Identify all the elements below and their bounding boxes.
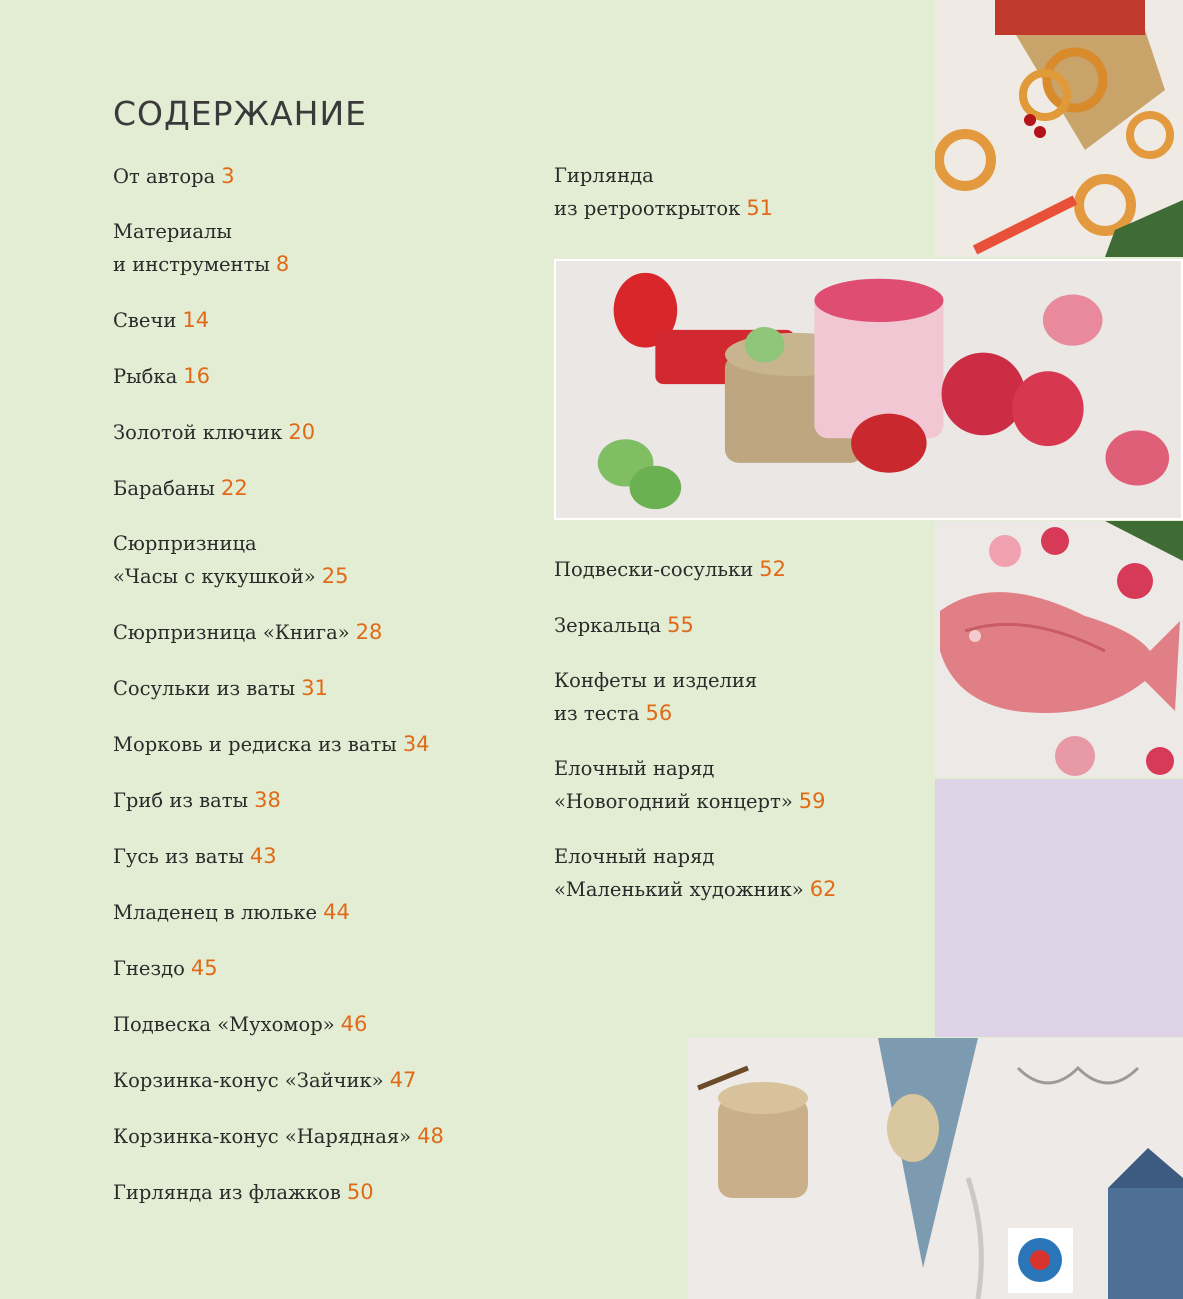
toc-entry [113,896,533,929]
toc-page-number: 31 [301,676,328,700]
toc-entry-title: «Маленький художник» 62 [554,877,837,901]
toc-entry-title: Подвеска «Мухомор» 46 [113,1012,368,1036]
toc-entry-title: Материалы [113,220,232,243]
toc-page-number: 46 [340,1012,368,1036]
drum-cone-ornaments-photo [688,1038,1183,1299]
toc-entry-title: Гнездо 45 [113,956,218,980]
toc-page-number: 50 [346,1180,374,1204]
toc-entry [113,160,533,193]
toc-page-number: 22 [220,476,248,500]
toc-entry-title: «Новогодний концерт» 59 [554,789,826,813]
toc-entry-title: Рыбка 16 [113,364,210,388]
pretzel-cone-photo [935,0,1183,257]
toc-page-number: 34 [402,732,430,756]
toc-page-number: 45 [190,956,218,980]
toc-entry [113,472,533,505]
toc-page-number: 52 [759,557,786,581]
toc-left-column [113,160,533,1232]
toc-entry [113,728,533,761]
drums-candies-photo [554,259,1183,520]
toc-entry [554,160,934,225]
toc-entry [554,609,934,642]
toc-entry-title: Елочный наряд [554,757,715,780]
toc-entry-title: От автора 3 [113,164,235,188]
toc-entry-title: Конфеты и изделия [554,669,758,692]
toc-entry-title: Зеркальца 55 [554,613,694,637]
toc-page-number: 59 [798,789,826,813]
toc-page-number: 56 [645,701,673,725]
toc-right-column-top [554,160,934,248]
toc-entry [554,553,934,586]
toc-page-number: 55 [667,613,694,637]
toc-entry-title: Гриб из ваты 38 [113,788,281,812]
toc-entry-title: Подвески-сосульки 52 [554,557,786,581]
toc-page-number: 47 [389,1068,417,1092]
toc-entry [113,672,533,705]
toc-entry-title: Сюрпризница «Книга» 28 [113,620,383,644]
lilac-color-block [935,779,1183,1037]
toc-entry [113,528,533,593]
toc-page-number: 48 [417,1124,444,1148]
toc-entry-title: Золотой ключик 20 [113,420,316,444]
toc-entry-title: Гирлянда из флажков 50 [113,1180,374,1204]
toc-entry [113,1008,533,1041]
toc-entry-title: Гирлянда [554,164,654,187]
toc-entry [113,952,533,985]
toc-page-number: 3 [221,164,235,188]
toc-entry [554,753,934,818]
toc-entry [113,416,533,449]
toc-entry [113,1176,533,1209]
toc-entry-title: Корзинка-конус «Нарядная» 48 [113,1124,444,1148]
toc-entry [113,304,533,337]
toc-entry [113,616,533,649]
toc-entry-title: Младенец в люльке 44 [113,900,350,924]
toc-entry [113,840,533,873]
toc-entry-title: Сюрпризница [113,532,257,555]
toc-entry-title: Елочный наряд [554,845,715,868]
toc-entry-title: из теста 56 [554,701,673,725]
toc-entry [113,216,533,281]
toc-page-number: 25 [321,564,349,588]
toc-page-number: 28 [355,620,383,644]
toc-page-number: 44 [323,900,350,924]
toc-entry [554,665,934,730]
toc-right-column-bottom [554,553,934,929]
toc-page-number: 62 [809,877,837,901]
toc-entry-title: и инструменты 8 [113,252,290,276]
toc-page-number: 8 [275,252,290,276]
toc-entry-title: Сосульки из ваты 31 [113,676,328,700]
toc-entry-title: «Часы с кукушкой» 25 [113,564,349,588]
toc-page-number: 20 [288,420,316,444]
toc-entry [113,784,533,817]
toc-entry [113,360,533,393]
page-title: СОДЕРЖАНИЕ [113,94,368,133]
toc-page-number: 14 [182,308,210,332]
toc-entry-title: Барабаны 22 [113,476,248,500]
toc-entry [113,1064,533,1097]
toc-page-number: 51 [746,196,774,220]
toc-entry-title: Свечи 14 [113,308,210,332]
toc-page-number: 43 [249,844,277,868]
toc-entry-title: Корзинка-конус «Зайчик» 47 [113,1068,417,1092]
toc-entry-title: из ретрооткрыток 51 [554,196,774,220]
toc-page-number: 16 [183,364,210,388]
toc-entry [554,841,934,906]
fish-ornament-photo [935,521,1183,777]
toc-entry [113,1120,533,1153]
toc-page-number: 38 [254,788,281,812]
toc-entry-title: Гусь из ваты 43 [113,844,277,868]
toc-entry-title: Морковь и редиска из ваты 34 [113,732,430,756]
